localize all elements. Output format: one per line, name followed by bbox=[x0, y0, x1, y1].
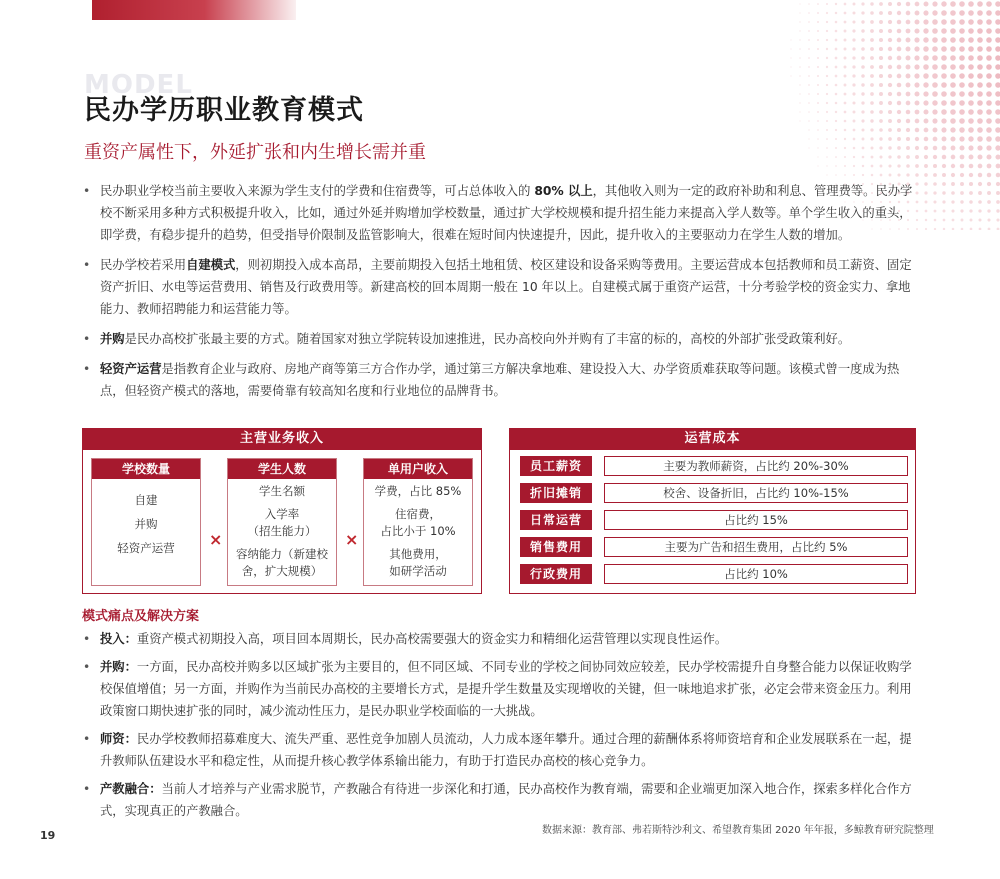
cost-row bbox=[520, 564, 908, 584]
col-item: 轻资产运营 bbox=[117, 541, 175, 555]
income-col-schools bbox=[91, 458, 201, 586]
paragraph-asset-light: • 轻资产运营是指教育企业与政府、房地产商等第三方合作办学，通过第三方解决拿地难、建设投入大、办学资质难获取等问题。该模式曾一度成为热点，但轻资产模式的落地，需要倚靠有较高知名度和行业地位的品牌背书。 bbox=[80, 358, 920, 402]
col-head: 学校数量 bbox=[92, 459, 200, 479]
pain-item-investment: • 投入：重资产模式初期投入高，项目回本周期长，民办高校需要强大的资金实力和精细化运营管理以实现良性运作。 bbox=[80, 628, 920, 650]
col-head: 单用户收入 bbox=[364, 459, 472, 479]
cost-row bbox=[520, 456, 908, 476]
cost-header: 运营成本 bbox=[509, 428, 916, 450]
paragraph-self-built: • 民办学校若采用自建模式，则初期投入成本高昂，主要前期投入包括土地租赁、校区建设和设备采购等费用。主要运营成本包括教师和员工薪资、固定资产折旧、水电等运营费用、销售及行政费用等。新建高校的回本周期一般在 10 年以上。自建模式属于重资产运营，十分考验学校的资金实力、拿地能力、教师招聘能力和运营能力等。 bbox=[80, 254, 920, 320]
section-watermark: MODEL bbox=[84, 70, 193, 100]
intro-paragraphs bbox=[80, 180, 920, 410]
col-head: 学生人数 bbox=[228, 459, 336, 479]
income-col-per-user bbox=[363, 458, 473, 586]
pain-item-teachers: • 师资：民办学校教师招募难度大、流失严重、恶性竞争加剧人员流动，人力成本逐年攀升。通过合理的薪酬体系将师资培育和企业发展联系在一起，提升教师队伍建设水平和稳定性，从而提升核心教学体系输出能力，有助于打造民办高校的核心竞争力。 bbox=[80, 728, 920, 772]
cost-value: 校舍、设备折旧，占比约 10%-15% bbox=[604, 483, 908, 503]
pain-points-list bbox=[80, 628, 920, 828]
col-item: 学费，占比 85% bbox=[374, 484, 462, 498]
col-item: 自建 bbox=[134, 493, 158, 507]
cost-label: 员工薪资 bbox=[520, 456, 592, 476]
page-number: 19 bbox=[40, 829, 56, 842]
income-col-students bbox=[227, 458, 337, 586]
col-item: 其他费用， 如研学活动 bbox=[389, 547, 447, 578]
data-source-note: 数据来源：教育部、弗若斯特沙利文、希望教育集团 2020 年年报，多鲸教育研究院整理 bbox=[542, 825, 934, 836]
paragraph-merger: • 并购是民办高校扩张最主要的方式。随着国家对独立学院转设加速推进，民办高校向外并购有了丰富的标的，高校的外部扩张受政策利好。 bbox=[80, 328, 920, 350]
multiply-icon: × bbox=[345, 530, 359, 549]
cost-label: 折旧摊销 bbox=[520, 483, 592, 503]
cost-label: 日常运营 bbox=[520, 510, 592, 530]
pain-points-heading: 模式痛点及解决方案 bbox=[82, 609, 200, 624]
multiply-icon: × bbox=[209, 530, 223, 549]
page-subtitle: 重资产属性下，外延扩张和内生增长需并重 bbox=[84, 142, 426, 163]
cost-row bbox=[520, 483, 908, 503]
cost-value: 主要为教师薪资，占比约 20%-30% bbox=[604, 456, 908, 476]
pain-item-industry-education: • 产教融合：当前人才培养与产业需求脱节，产教融合有待进一步深化和打通，民办高校作为教育端，需要和企业端更加深入地合作，探索多样化合作方式，实现真正的产教融合。 bbox=[80, 778, 920, 822]
cost-label: 行政费用 bbox=[520, 564, 592, 584]
top-accent-bar bbox=[92, 0, 296, 20]
main-income-block bbox=[82, 428, 482, 594]
cost-value: 占比约 15% bbox=[604, 510, 908, 530]
pain-item-merger: • 并购：一方面，民办高校并购多以区域扩张为主要目的，但不同区域、不同专业的学校之间协同效应较差，民办学校需提升自身整合能力以保证收购学校保值增值；另一方面，并购作为当前民办高校的主要增长方式，是提升学生数量及实现增收的关键，但一味地追求扩张，必定会带来资金压力。利用政策窗口期快速扩张的同时，减少流动性压力，是民办职业学校面临的一大挑战。 bbox=[80, 656, 920, 722]
col-item: 容纳能力（新建校舍，扩大规模） bbox=[236, 547, 328, 578]
cost-body bbox=[509, 450, 916, 594]
paragraph-income: • 民办职业学校当前主要收入来源为学生支付的学费和住宿费等，可占总体收入的 80% 以上，其他收入则为一定的政府补助和利息、管理费等。民办学校不断采用多种方式积极提升收入，比如，通过外延并购增加学校数量，通过扩大学校规模和提升招生能力来提高入学人数等。单个学生收入的重头，即学费，有稳步提升的趋势，但受指导价限制及监管影响大，很难在短时间内快速提升，因此，提升收入的主要驱动力在学生人数的增加。 bbox=[80, 180, 920, 246]
cost-row bbox=[520, 537, 908, 557]
page-title: 民办学历职业教育模式 bbox=[84, 95, 364, 126]
operating-cost-block bbox=[509, 428, 916, 594]
cost-label: 销售费用 bbox=[520, 537, 592, 557]
cost-value: 占比约 10% bbox=[604, 564, 908, 584]
income-body bbox=[82, 450, 482, 594]
cost-value: 主要为广告和招生费用，占比约 5% bbox=[604, 537, 908, 557]
col-item: 并购 bbox=[134, 517, 158, 531]
col-item: 入学率 （招生能力） bbox=[247, 507, 317, 538]
col-item: 住宿费， 占比小于 10% bbox=[380, 507, 456, 538]
income-header: 主营业务收入 bbox=[82, 428, 482, 450]
col-item: 学生名额 bbox=[259, 484, 305, 498]
cost-row bbox=[520, 510, 908, 530]
